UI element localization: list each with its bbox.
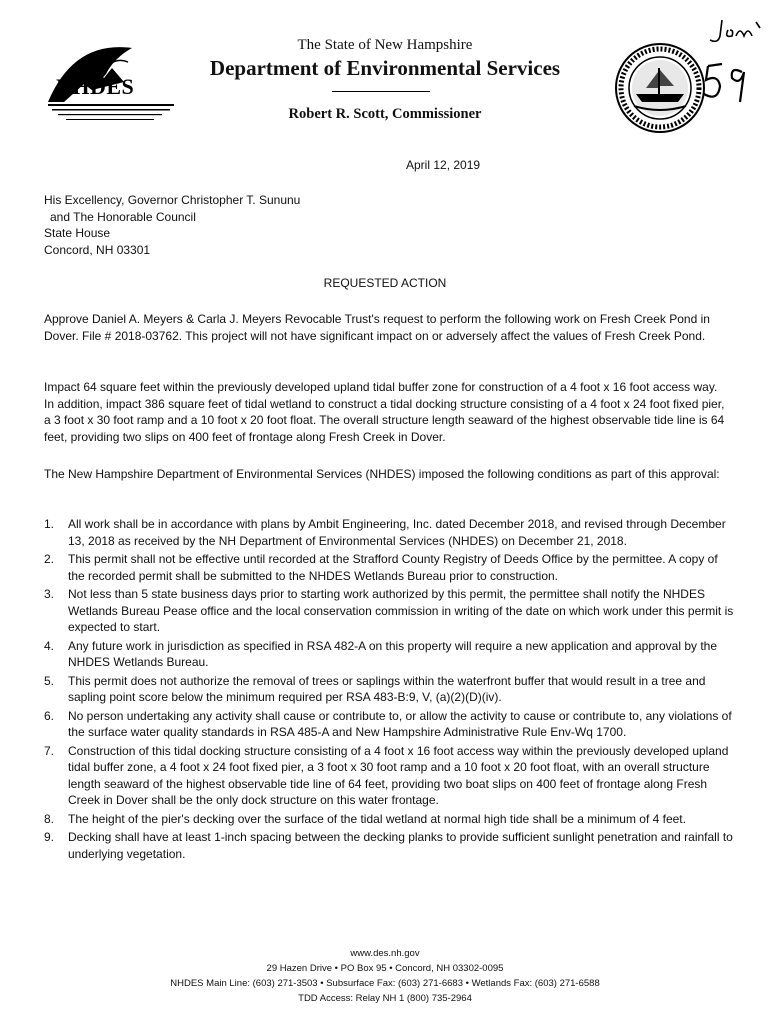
condition-item: 7. Construction of this tidal docking structure consisting of a 4 foot x 16 foot access way within the previously developed upland tidal buffer zone, a 4 foot x 24 foot fixed pier, a 3 foot x 30 foot ramp and a 10 foot x 20 foot float, with an overall structure length seaward of the highest observable tide line of 64 feet, providing two boat slips on 400 feet of frontage along Fresh Creek in Dover shall be the only dock structure on this water frontage. <box>44 743 729 807</box>
header-divider <box>332 91 430 92</box>
department-title: Department of Environmental Services <box>209 56 561 80</box>
footer-tdd: TDD Access: Relay NH 1 (800) 735-2964 <box>298 993 472 1004</box>
address-line: State House <box>44 226 111 240</box>
condition-item: 5. This permit does not authorize the removal of trees or saplings within the waterfront buffer that would result in a tree and sapling point score below the minimum required per RSA 483-B:9, V, (a)(2)(D)(iv). <box>44 673 706 704</box>
footer-website: www.des.nh.gov <box>350 948 420 959</box>
address-line: Concord, NH 03301 <box>44 242 151 257</box>
request-paragraph: Approve Daniel A. Meyers & Carla J. Meyers Revocable Trust's request to perform the following work on Fresh Creek Pond in Dover. File # 2018-03762. This project will not have significant impact on or adversely affect the values of Fresh Creek Pond. <box>44 312 710 343</box>
address-line: and The Honorable Council <box>50 209 196 224</box>
logo-text: NHDES <box>56 74 135 99</box>
condition-item: 4. Any future work in jurisdiction as specified in RSA 482-A on this property will require a new application and approval by the NHDES Wetlands Bureau. <box>44 638 718 669</box>
condition-item: 6. No person undertaking any activity shall cause or contribute to, or allow the activity to cause or contribute to, any violations of the surface water quality standards in RSA 485-A and New Hampshire Administrative Rule Env-Wq 1700. <box>44 708 732 739</box>
state-seal-icon <box>614 42 706 134</box>
conditions-list <box>44 516 734 864</box>
footer-address: 29 Hazen Drive • PO Box 95 • Concord, NH 03302-0095 <box>266 963 504 974</box>
commissioner-name: Robert R. Scott, Commissioner <box>288 106 482 122</box>
page-footer <box>0 946 770 1006</box>
condition-item: 2. This permit shall not be effective until recorded at the Strafford County Registry of Deeds Office by the permittee. A copy of the recorded permit shall be submitted to the NHDES Wetlands Bureau prior to construction. <box>44 552 718 583</box>
handwritten-note-icon <box>700 14 764 104</box>
condition-item: 1. All work shall be in accordance with plans by Ambit Engineering, Inc. dated December 2018, and revised through December 13, 2018 as received by the NH Department of Environmental Services (NHDES) on December 21, 2018. <box>44 517 726 548</box>
requested-action-heading: REQUESTED ACTION <box>323 276 447 290</box>
condition-item: 8. The height of the pier's decking over the surface of the tidal wetland at normal high tide shall be a minimum of 4 feet. <box>44 811 686 826</box>
condition-item: 3. Not less than 5 state business days prior to starting work authorized by this permit, the permittee shall notify the NHDES Wetlands Bureau Pease office and the local conservation commission in writing of the date on which work under this permit is expected to start. <box>44 587 734 634</box>
footer-phone: NHDES Main Line: (603) 271-3503 • Subsurface Fax: (603) 271-6683 • Wetlands Fax: (603) 271-6588 <box>170 978 600 989</box>
conditions-intro: The New Hampshire Department of Environmental Services (NHDES) imposed the following conditions as part of this approval: <box>44 467 720 481</box>
recipient-address <box>44 192 300 258</box>
address-line: His Excellency, Governor Christopher T. Sununu <box>44 193 301 207</box>
state-line: The State of New Hampshire <box>297 37 473 53</box>
impact-paragraph: Impact 64 square feet within the previously developed upland tidal buffer zone for construction of a 4 foot x 16 foot access way. In addition, impact 386 square feet of tidal wetland to construct a tidal docking structure consisting of a 4 foot x 24 foot fixed pier, a 3 foot x 30 foot ramp and a 10 foot x 20 foot float. The overall structure length seaward of the highest observable tide line is 64 feet, providing two slips on 400 feet of frontage along Fresh Creek in Dover. <box>44 380 725 444</box>
letter-date: April 12, 2019 <box>406 158 481 172</box>
condition-item: 9. Decking shall have at least 1-inch spacing between the decking planks to provide sufficient sunlight penetration and rainfall to underlying vegetation. <box>44 830 733 861</box>
